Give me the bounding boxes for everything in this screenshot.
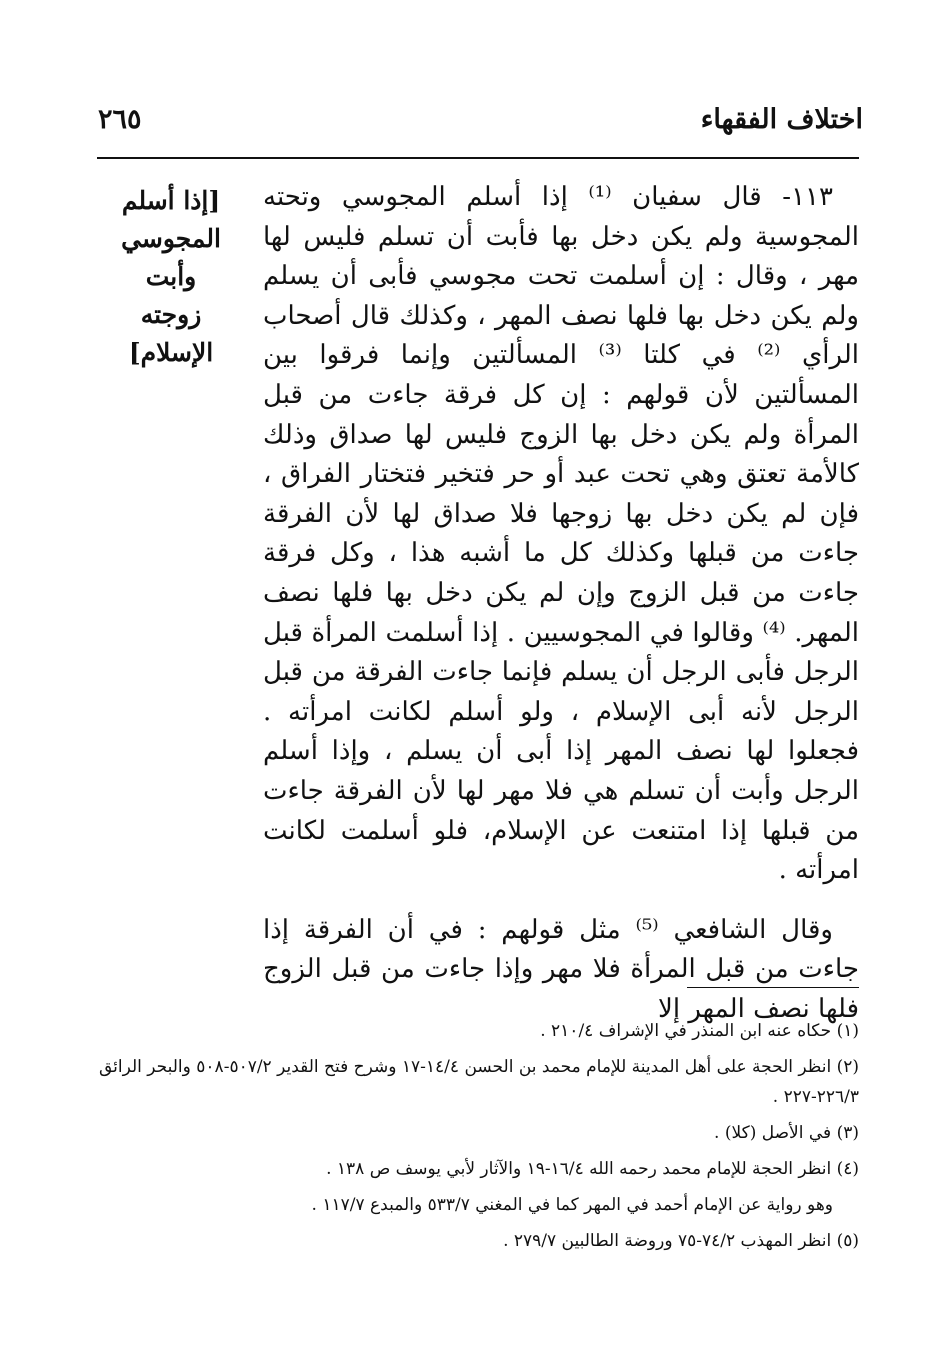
paragraph-shafii: وقال الشافعي ⁽⁵⁾ مثل قولهم : في أن الفرقة إذا جاءت من قبل المرأة فلا مهر وإذا جاءت من قبل الزوج فلها نصف المهر إلا [263, 914, 859, 1024]
footnote-4: (٤) انظر الحجة للإمام محمد رحمه الله ١٦/٤-١٩ والآثار لأبي يوسف ص ١٣٨ . [326, 1159, 859, 1179]
footnote-divider [687, 987, 859, 988]
footnote-2: (٢) انظر الحجة على أهل المدينة للإمام محمد بن الحسن ١٤/٤-١٧ وشرح فتح القدير ٥٠٧/٢-٥٠٨ والبحر الرائق ٢٢٦/٣-٢٢٧ . [98, 1057, 859, 1107]
footnote-1: (١) حكاه عنه ابن المنذر في الإشراف ٢١٠/٤ . [540, 1021, 859, 1041]
page-number: ٢٦٥ [98, 104, 142, 135]
margin-heading: [إذا أسلم المجوسي وأبت زوجته الإسلام] [121, 186, 221, 367]
running-header-title: اختلاف الفقهاء [700, 104, 863, 135]
paragraph-113: ١١٣- قال سفيان ⁽¹⁾ إذا أسلم المجوسي وتحته المجوسية ولم يكن دخل بها فأبت أن تسلم فليس لها مهر ، وقال : إن أسلمت تحت مجوسي فأبى أن يسلم ولم يكن دخل بها فلها نصف المهر ، وكذلك قال أصحاب الرأي ⁽²⁾ في كلتا ⁽³⁾ المسألتين وإنما فرقوا بين المسألتين لأن قولهم : إن كل فرقة جاءت من قبل المرأة ولم يكن دخل بها الزوج فليس لها صداق وذلك كالأمة تعتق وهي تحت عبد أو حر فتخير فتختار الفراق ، فإن لم يكن دخل بها زوجها فلا صداق لها لأن الفرقة جاءت من قبلها وكذلك كل ما أشبه هذا ، وكل فرقة جاءت من قبل الزوج وإن لم يكن دخل بها فلها نصف المهر. ⁽⁴⁾ وقالوا في المجوسيين . إذا أسلمت المرأة قبل الرجل فأبى الرجل أن يسلم فإنما جاءت الفرقة من قبل الرجل لأنه أبى الإسلام ، ولو أسلم لكانت امرأته . فجعلوا لها نصف المهر إذا أبى أن يسلم ، وإذا أسلم الرجل وأبت أن تسلم هي فلا مهر لها لأن الفرقة جاءت من قبلها إذا امتنعت عن الإسلام، فلو أسلمت لكانت امرأته . [263, 182, 860, 886]
main-text-block [263, 178, 859, 1029]
footnote-3: (٣) في الأصل (كلا) . [714, 1123, 859, 1143]
footnote-4-continuation: وهو رواية عن الإمام أحمد في المهر كما في المغني ٥٣٣/٧ والمبدع ١١٧/٧ . [311, 1195, 833, 1215]
header-divider [97, 157, 859, 159]
footnotes-block [79, 1016, 859, 1262]
footnote-5: (٥) انظر المهذب ٧٤/٢-٧٥ وروضة الطالبين ٢٧٩/٧ . [503, 1231, 859, 1251]
